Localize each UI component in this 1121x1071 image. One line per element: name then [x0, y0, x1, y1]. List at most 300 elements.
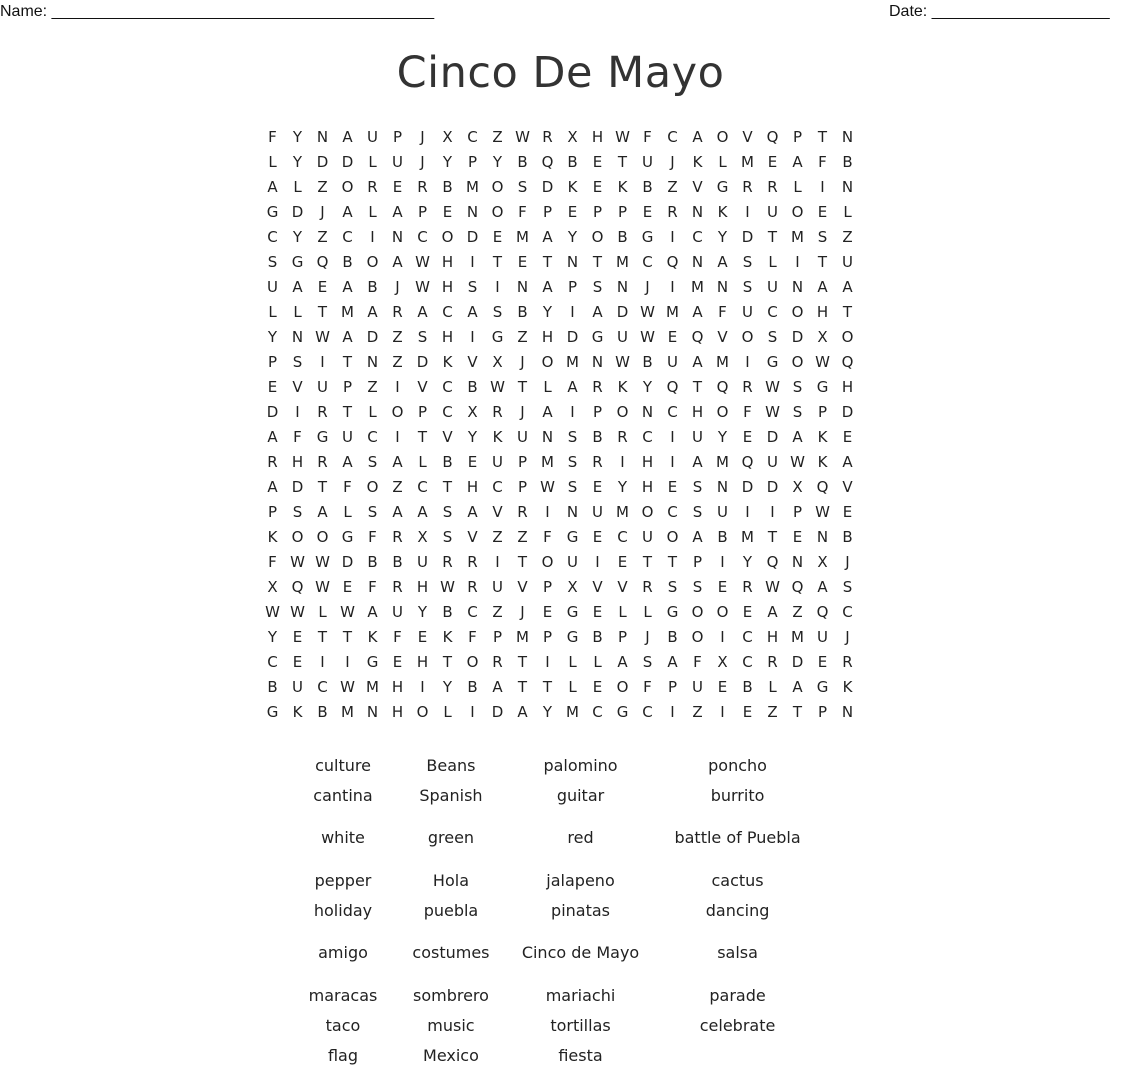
grid-letter: F [268, 553, 277, 571]
grid-letter: L [543, 378, 552, 396]
grid-letter: L [843, 203, 852, 221]
grid-letter: C [742, 653, 753, 671]
grid-letter: P [592, 403, 603, 421]
grid-letter: A [392, 503, 403, 521]
grid-letter: N [641, 403, 654, 421]
grid-letter: I [295, 403, 300, 421]
grid-letter: L [368, 403, 377, 421]
grid-letter: A [542, 228, 553, 246]
grid-letter: E [592, 528, 603, 546]
grid-letter: J [845, 628, 850, 646]
grid-letter: B [617, 228, 628, 246]
grid-letter: N [566, 503, 579, 521]
grid-letter: B [342, 253, 353, 271]
grid-letter: U [692, 678, 703, 696]
grid-letter: O [366, 478, 379, 496]
grid-letter: U [392, 153, 403, 171]
grid-letter: R [592, 378, 603, 396]
grid-letter: U [717, 503, 728, 521]
grid-letter: Q [541, 153, 554, 171]
grid-letter: A [467, 503, 478, 521]
grid-letter: U [392, 603, 403, 621]
grid-letter: O [716, 603, 729, 621]
grid-letter: T [542, 253, 553, 271]
word-bank-item: Mexico [423, 1046, 479, 1065]
grid-letter: J [520, 603, 525, 621]
grid-letter: F [743, 403, 752, 421]
grid-letter: M [716, 453, 729, 471]
grid-letter: L [418, 453, 427, 471]
grid-letter: Z [667, 178, 678, 196]
grid-letter: S [567, 428, 578, 446]
grid-letter: I [745, 203, 750, 221]
name-field[interactable]: Name: ___________________________________________ [0, 3, 435, 20]
grid-letter: S [792, 378, 803, 396]
grid-letter: E [842, 428, 853, 446]
grid-letter: A [567, 378, 578, 396]
grid-letter: I [670, 428, 675, 446]
grid-letter: T [542, 678, 553, 696]
grid-letter: X [817, 328, 828, 346]
grid-letter: X [442, 128, 453, 146]
grid-letter: G [266, 703, 279, 721]
grid-letter: M [616, 503, 629, 521]
grid-row [260, 450, 860, 475]
grid-letter: W [815, 503, 830, 521]
grid-letter: V [692, 178, 703, 196]
word-bank-item: mariachi [545, 985, 616, 1005]
grid-letter: I [620, 453, 625, 471]
grid-letter: I [820, 178, 825, 196]
grid-letter: E [442, 203, 453, 221]
grid-letter: P [467, 153, 478, 171]
grid-letter: Q [741, 453, 754, 471]
grid-letter: E [292, 628, 303, 646]
grid-letter: P [492, 628, 503, 646]
grid-letter: O [591, 228, 604, 246]
grid-letter: M [466, 178, 479, 196]
grid-letter: A [692, 303, 703, 321]
grid-letter: T [342, 353, 353, 371]
grid-letter: O [691, 628, 704, 646]
grid-letter: I [670, 453, 675, 471]
grid-letter: V [467, 528, 478, 546]
word-bank-item: pepper [314, 870, 372, 890]
grid-letter: D [316, 153, 329, 171]
grid-letter: R [317, 453, 328, 471]
grid-letter: P [542, 578, 553, 596]
grid-letter: I [745, 353, 750, 371]
grid-letter: P [617, 628, 628, 646]
grid-letter: T [817, 128, 828, 146]
grid-letter: E [842, 503, 853, 521]
grid-letter: E [317, 278, 328, 296]
grid-letter: Y [442, 153, 453, 171]
grid-letter: H [541, 328, 554, 346]
grid-letter: U [292, 678, 303, 696]
grid-letter: A [342, 128, 353, 146]
grid-letter: Y [267, 328, 278, 346]
grid-letter: M [791, 628, 804, 646]
grid-letter: K [617, 178, 628, 196]
grid-letter: R [767, 653, 778, 671]
grid-letter: N [466, 203, 479, 221]
grid-letter: C [667, 403, 678, 421]
grid-letter: I [370, 228, 375, 246]
grid-row [260, 625, 860, 650]
word-row [290, 895, 820, 925]
grid-letter: P [617, 203, 628, 221]
grid-letter: Z [767, 703, 778, 721]
grid-letter: P [817, 703, 828, 721]
grid-letter: O [641, 503, 654, 521]
grid-letter: U [617, 328, 628, 346]
grid-letter: Y [717, 428, 728, 446]
grid-letter: C [317, 678, 328, 696]
grid-letter: B [742, 678, 753, 696]
word-bank-item: guitar [556, 785, 605, 805]
grid-row [260, 525, 860, 550]
grid-letter: S [417, 328, 428, 346]
grid-letter: A [692, 453, 703, 471]
grid-letter: M [616, 253, 629, 271]
grid-letter: Y [717, 228, 728, 246]
grid-row [260, 250, 860, 275]
grid-letter: W [540, 478, 555, 496]
grid-letter: R [492, 653, 503, 671]
grid-letter: N [841, 128, 854, 146]
grid-letter: U [317, 378, 328, 396]
grid-letter: Y [542, 303, 553, 321]
word-bank-item: salsa [717, 943, 758, 962]
grid-letter: A [267, 178, 278, 196]
grid-letter: T [767, 228, 778, 246]
grid-letter: T [342, 403, 353, 421]
grid-letter: W [415, 278, 430, 296]
grid-letter: D [291, 478, 304, 496]
grid-letter: M [666, 303, 679, 321]
grid-row [260, 700, 860, 725]
grid-letter: Y [267, 628, 278, 646]
grid-letter: W [640, 328, 655, 346]
grid-letter: P [667, 678, 678, 696]
grid-letter: O [366, 253, 379, 271]
grid-letter: A [342, 278, 353, 296]
grid-letter: O [841, 328, 854, 346]
word-bank-item: green [427, 828, 475, 847]
grid-letter: W [765, 578, 780, 596]
grid-letter: U [492, 453, 503, 471]
word-row [290, 925, 820, 980]
grid-letter: N [391, 228, 404, 246]
grid-letter: C [267, 653, 278, 671]
grid-letter: W [315, 553, 330, 571]
grid-letter: A [267, 428, 278, 446]
grid-letter: Z [317, 178, 328, 196]
grid-letter: V [842, 478, 853, 496]
grid-letter: M [716, 353, 729, 371]
grid-letter: T [317, 628, 328, 646]
grid-letter: C [467, 603, 478, 621]
grid-letter: F [393, 628, 402, 646]
grid-letter: R [742, 378, 753, 396]
grid-letter: N [291, 328, 304, 346]
grid-letter: I [670, 703, 675, 721]
grid-letter: F [643, 128, 652, 146]
word-bank-item: poncho [708, 755, 767, 775]
grid-letter: T [417, 428, 428, 446]
word-bank-item: amigo [318, 943, 368, 962]
grid-letter: H [591, 128, 604, 146]
word-bank-item: culture [315, 755, 371, 775]
grid-letter: W [415, 253, 430, 271]
grid-letter: U [842, 253, 853, 271]
grid-letter: R [492, 403, 503, 421]
grid-letter: R [742, 578, 753, 596]
grid-letter: W [640, 303, 655, 321]
grid-letter: E [742, 703, 753, 721]
grid-letter: K [442, 628, 453, 646]
grid-letter: E [767, 153, 778, 171]
grid-letter: G [566, 528, 579, 546]
grid-letter: T [817, 253, 828, 271]
grid-letter: O [541, 353, 554, 371]
grid-letter: Q [816, 478, 829, 496]
grid-letter: L [368, 153, 377, 171]
grid-row [260, 500, 860, 525]
grid-letter: X [567, 578, 578, 596]
grid-letter: Z [492, 603, 503, 621]
grid-letter: U [742, 303, 753, 321]
grid-letter: J [520, 403, 525, 421]
grid-letter: W [440, 578, 455, 596]
grid-letter: E [717, 678, 728, 696]
grid-letter: H [391, 703, 404, 721]
grid-letter: L [768, 678, 777, 696]
grid-letter: T [442, 478, 453, 496]
grid-letter: V [292, 378, 303, 396]
grid-letter: O [616, 403, 629, 421]
grid-letter: T [792, 703, 803, 721]
grid-letter: E [467, 453, 478, 471]
grid-letter: A [392, 203, 403, 221]
grid-letter: M [366, 678, 379, 696]
grid-letter: O [741, 328, 754, 346]
grid-letter: A [792, 153, 803, 171]
word-bank-item: red [567, 828, 594, 847]
grid-letter: I [545, 653, 550, 671]
grid-letter: O [341, 178, 354, 196]
grid-letter: Q [791, 578, 804, 596]
grid-letter: I [545, 503, 550, 521]
grid-letter: A [542, 403, 553, 421]
grid-letter: N [691, 253, 704, 271]
grid-letter: T [592, 253, 603, 271]
grid-letter: Z [842, 228, 853, 246]
grid-letter: J [395, 278, 400, 296]
grid-letter: A [792, 428, 803, 446]
grid-letter: F [368, 528, 377, 546]
grid-letter: U [567, 553, 578, 571]
grid-letter: R [842, 653, 853, 671]
grid-letter: B [517, 153, 528, 171]
grid-letter: D [541, 178, 554, 196]
grid-letter: E [792, 528, 803, 546]
grid-letter: X [567, 128, 578, 146]
word-bank-item: costumes [412, 943, 490, 962]
grid-letter: A [417, 503, 428, 521]
grid-letter: S [692, 503, 703, 521]
grid-letter: G [291, 253, 304, 271]
grid-letter: W [265, 603, 280, 621]
grid-letter: B [467, 378, 478, 396]
grid-letter: C [267, 228, 278, 246]
grid-letter: D [366, 328, 379, 346]
grid-letter: D [616, 303, 629, 321]
grid-letter: M [566, 353, 579, 371]
grid-letter: C [617, 528, 628, 546]
grid-letter: S [517, 178, 528, 196]
grid-letter: Z [317, 228, 328, 246]
grid-letter: L [293, 303, 302, 321]
grid-letter: Y [742, 553, 753, 571]
grid-letter: M [516, 628, 529, 646]
grid-letter: D [741, 228, 754, 246]
grid-letter: O [466, 653, 479, 671]
grid-letter: T [842, 303, 853, 321]
grid-letter: U [767, 278, 778, 296]
grid-row [260, 275, 860, 300]
grid-letter: V [617, 578, 628, 596]
grid-letter: I [670, 228, 675, 246]
grid-letter: W [340, 603, 355, 621]
grid-letter: U [642, 153, 653, 171]
grid-letter: R [517, 503, 528, 521]
grid-letter: F [368, 578, 377, 596]
grid-letter: G [766, 353, 779, 371]
date-field[interactable]: Date: ____________________ [889, 3, 1110, 20]
grid-letter: W [615, 128, 630, 146]
grid-letter: B [517, 303, 528, 321]
grid-letter: V [717, 328, 728, 346]
grid-letter: Q [691, 328, 704, 346]
grid-letter: U [767, 203, 778, 221]
grid-letter: K [267, 528, 278, 546]
grid-letter: J [645, 278, 650, 296]
grid-letter: E [267, 378, 278, 396]
grid-letter: M [741, 153, 754, 171]
grid-letter: A [842, 453, 853, 471]
grid-letter: O [791, 303, 804, 321]
grid-letter: R [667, 203, 678, 221]
word-bank-item: puebla [423, 900, 479, 920]
grid-letter: I [495, 553, 500, 571]
grid-letter: I [320, 353, 325, 371]
grid-letter: A [692, 528, 703, 546]
grid-letter: P [792, 503, 803, 521]
grid-letter: O [616, 678, 629, 696]
grid-letter: J [645, 628, 650, 646]
grid-letter: D [566, 328, 579, 346]
grid-letter: B [442, 178, 453, 196]
grid-letter: C [442, 303, 453, 321]
grid-letter: M [566, 703, 579, 721]
grid-letter: H [416, 653, 429, 671]
grid-letter: W [315, 578, 330, 596]
grid-letter: I [495, 278, 500, 296]
grid-letter: N [716, 278, 729, 296]
grid-letter: K [367, 628, 378, 646]
grid-letter: N [566, 253, 579, 271]
grid-letter: E [817, 653, 828, 671]
grid-row [260, 675, 860, 700]
grid-letter: Q [841, 353, 854, 371]
grid-letter: D [416, 353, 429, 371]
word-bank-item: tortillas [550, 1015, 611, 1035]
grid-letter: C [642, 253, 653, 271]
grid-letter: S [292, 503, 303, 521]
grid-row [260, 125, 860, 150]
word-bank [290, 750, 820, 1071]
grid-letter: O [691, 603, 704, 621]
grid-letter: C [342, 228, 353, 246]
grid-letter: U [492, 578, 503, 596]
grid-letter: F [518, 203, 527, 221]
grid-letter: Z [492, 528, 503, 546]
grid-letter: U [642, 528, 653, 546]
grid-letter: T [617, 153, 628, 171]
grid-letter: U [367, 128, 378, 146]
grid-letter: B [717, 528, 728, 546]
grid-letter: R [417, 178, 428, 196]
grid-letter: S [842, 578, 853, 596]
grid-letter: P [267, 353, 278, 371]
grid-letter: G [816, 678, 829, 696]
grid-letter: U [592, 503, 603, 521]
grid-letter: U [692, 428, 703, 446]
word-row [290, 865, 820, 895]
grid-letter: T [642, 553, 653, 571]
grid-letter: G [566, 628, 579, 646]
grid-letter: F [818, 153, 827, 171]
grid-letter: A [492, 678, 503, 696]
grid-letter: R [442, 553, 453, 571]
grid-row [260, 225, 860, 250]
grid-letter: P [542, 628, 553, 646]
grid-letter: C [592, 703, 603, 721]
grid-letter: W [340, 678, 355, 696]
grid-letter: V [442, 428, 453, 446]
grid-letter: V [467, 353, 478, 371]
word-bank-item: cactus [711, 870, 764, 890]
grid-row [260, 300, 860, 325]
grid-letter: H [841, 378, 854, 396]
grid-letter: S [467, 278, 478, 296]
grid-letter: P [792, 128, 803, 146]
grid-letter: C [417, 228, 428, 246]
grid-letter: G [566, 603, 579, 621]
grid-letter: E [667, 478, 678, 496]
grid-letter: S [767, 328, 778, 346]
grid-letter: K [492, 428, 503, 446]
grid-letter: P [392, 128, 403, 146]
grid-letter: I [745, 503, 750, 521]
grid-row [260, 350, 860, 375]
grid-letter: E [517, 253, 528, 271]
word-bank-item: Beans [426, 755, 476, 775]
grid-letter: W [765, 403, 780, 421]
word-bank-item: taco [325, 1015, 361, 1035]
